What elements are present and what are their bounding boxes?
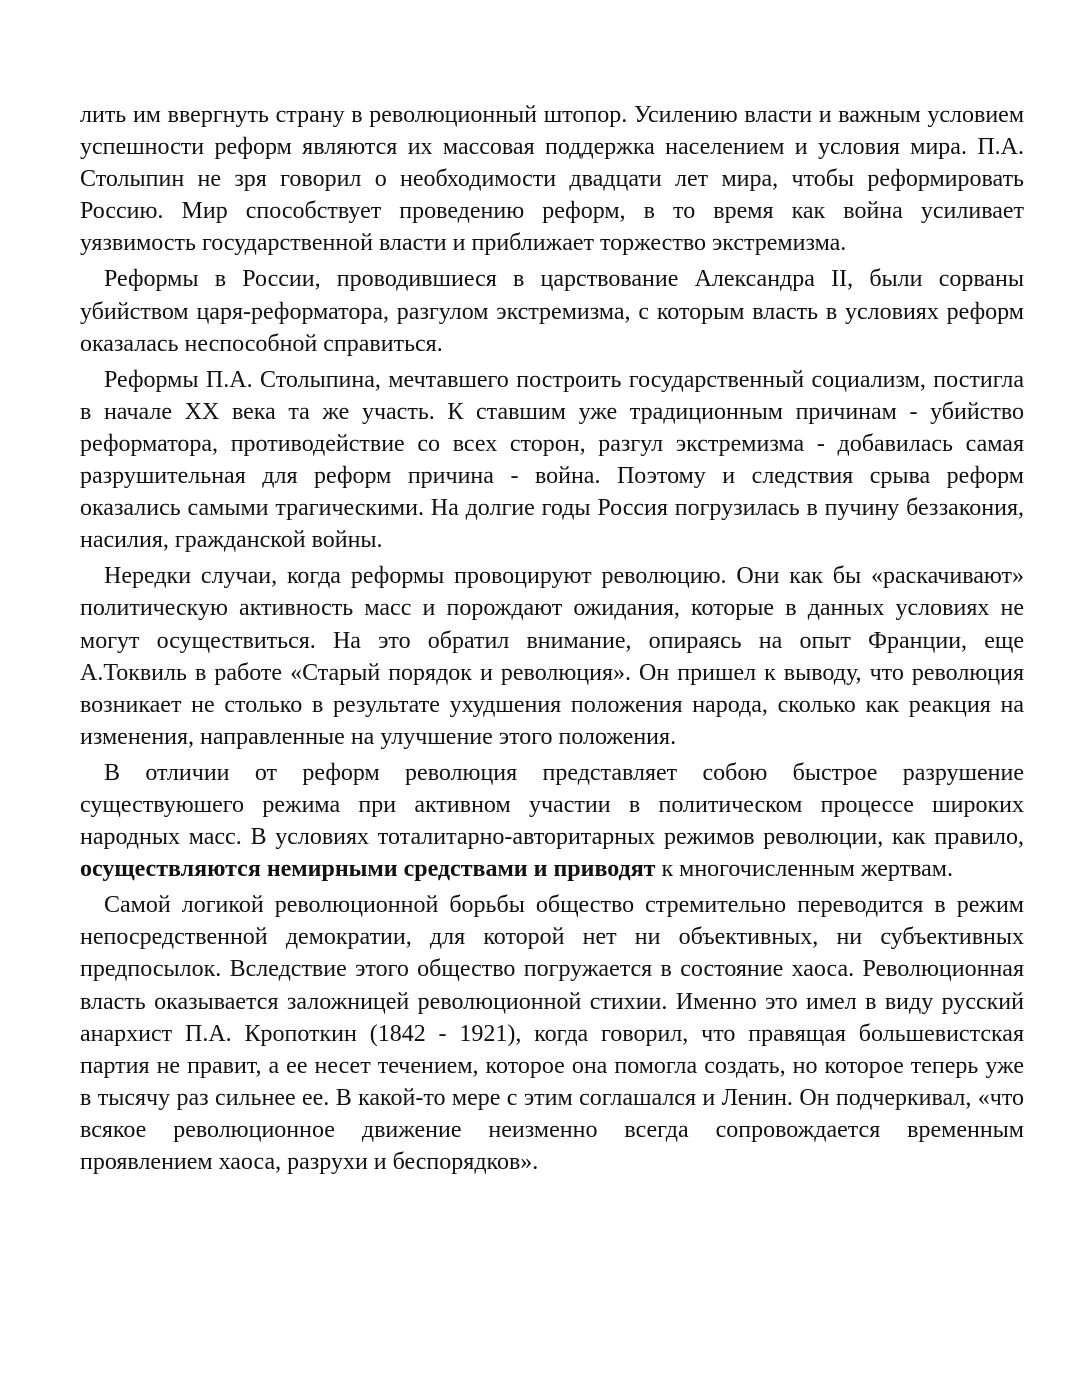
- paragraph-5-text-end: к многочисленным жертвам.: [655, 856, 953, 883]
- paragraph-5: [80, 757, 1024, 885]
- document-page: [80, 99, 1024, 1182]
- paragraph-4: Нередки случаи, когда реформы провоцируют революцию. Они как бы «раскачивают» политическую активность масс и порождают ожидания, которые в данных условиях не могут осуществиться. На это обратил внимание, опираясь на опыт Франции, еще А.Токвиль в работе «Старый порядок и революция». Он пришел к выводу, что революция возникает не столько в результате ухудшения положения народа, сколько как реакция на изменения, направленные на улучшение этого положения.: [80, 563, 1024, 750]
- paragraph-6: Самой логикой революционной борьбы общество стремительно переводится в режим непосредственной демократии, для которой нет ни объективных, ни субъективных предпосылок. Вследствие этого общество погружается в состояние хаоса. Революционная власть оказывается заложницей революционной стихии. Именно это имел в виду русский анархист П.А. Кропоткин (1842 - 1921), когда говорил, что правящая большевистская партия не правит, а ее несет течением, которое она помогла создать, но которое теперь уже в тысячу раз сильнее ее. В какой-то мере с этим соглашался и Ленин. Он подчеркивал, «что всякое революционное движение неизменно всегда сопровождается временным проявлением хаоса, разрухи и беспорядков».: [80, 892, 1024, 1175]
- paragraph-5-bold-text: осуществляются немирными средствами и приводят: [80, 856, 656, 883]
- paragraph-1: лить им ввергнуть страну в революционный штопор. Усилению власти и важным условием успешности реформ являются их массовая поддержка населением и условия мира. П.А. Столыпин не зря говорил о необходимости двадцати лет мира, чтобы реформировать Россию. Мир способствует проведению реформ, в то время как война усиливает уязвимость государственной власти и приближает торжество экстремизма.: [80, 102, 1024, 257]
- paragraph-3: Реформы П.А. Столыпина, мечтавшего построить государственный социализм, постигла в начале XX века та же участь. К ставшим уже традиционным причинам - убийство реформатора, противодействие со всех сторон, разгул экстремизма - добавилась самая разрушительная для реформ причина - война. Поэтому и следствия срыва реформ оказались самыми трагическими. На долгие годы Россия погрузилась в пучину беззакония, насилия, гражданской войны.: [80, 366, 1024, 554]
- paragraph-2: Реформы в России, проводившиеся в царствование Александра II, были сорваны убийством царя-реформатора, разгулом экстремизма, с которым власть в условиях реформ оказалась неспособной справиться.: [80, 266, 1024, 357]
- paragraph-5-text-start: В отличии от реформ революция представляет собою быстрое разрушение существуюшего режима при активном участии в политическом процессе широких народных масс. В условиях тоталитарно-авторитарных режимов революции, как правило,: [80, 759, 1024, 851]
